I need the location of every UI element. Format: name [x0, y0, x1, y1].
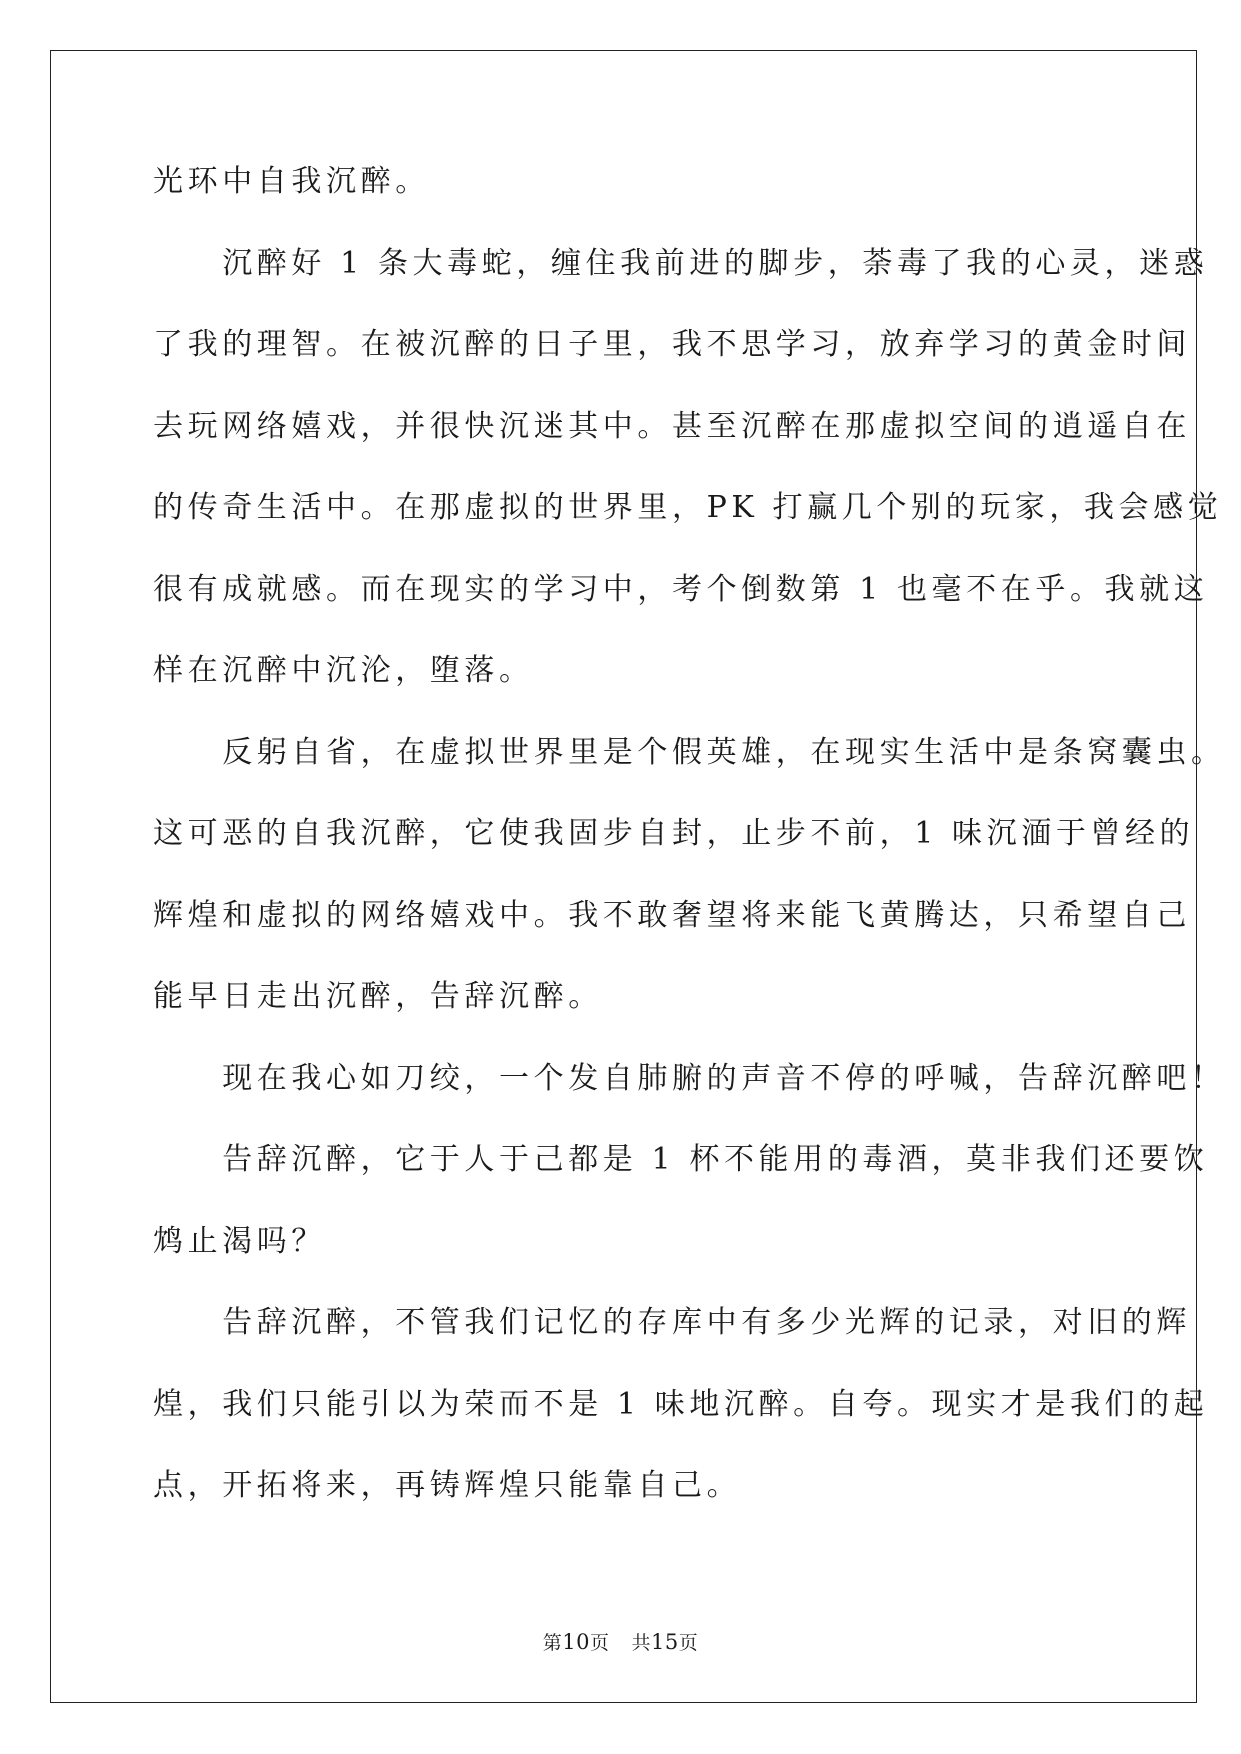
text-line: 现在我心如刀绞，一个发自肺腑的声音不停的呼喊，告辞沉醉吧！ [153, 1060, 1226, 1096]
text-line: 能早日走出沉醉，告辞沉醉。 [153, 979, 603, 1014]
text-line: 鸩止渴吗？ [153, 1223, 326, 1259]
text-line: 样在沉醉中沉沦，堕落。 [153, 653, 534, 688]
text-line: 告辞沉醉，不管我们记忆的存库中有多少光辉的记录，对旧的辉 [153, 1305, 1191, 1340]
page-number: 10 [562, 1630, 590, 1654]
page-suffix: 页 [589, 1632, 610, 1654]
text-line: 的传奇生活中。在那虚拟的世界里，PK 打赢几个别的玩家，我会感觉 [153, 490, 1223, 525]
document-body [153, 162, 1226, 1548]
text-line: 去玩网络嬉戏，并很快沉迷其中。甚至沉醉在那虚拟空间的逍遥自在 [153, 408, 1191, 444]
text-line: 告辞沉醉，它于人于己都是 1 杯不能用的毒酒，莫非我们还要饮 [153, 1142, 1209, 1177]
text-line: 沉醉好 1 条大毒蛇，缠住我前进的脚步，荼毒了我的心灵，迷惑 [153, 245, 1209, 281]
text-line: 煌，我们只能引以为荣而不是 1 味地沉醉。自夸。现实才是我们的起 [153, 1386, 1209, 1422]
text-line: 点，开拓将来，再铸辉煌只能靠自己。 [153, 1468, 742, 1503]
text-line: 很有成就感。而在现实的学习中，考个倒数第 1 也毫不在乎。我就这 [153, 571, 1209, 607]
text-line: 辉煌和虚拟的网络嬉戏中。我不敢奢望将来能飞黄腾达，只希望自己 [153, 897, 1191, 933]
page-footer [0, 1628, 1241, 1655]
text-line: 这可恶的自我沉醉，它使我固步自封，止步不前，1 味沉湎于曾经的 [153, 816, 1195, 851]
total-suffix: 页 [678, 1632, 699, 1654]
page-prefix: 第 [542, 1632, 563, 1654]
text-line: 了我的理智。在被沉醉的日子里，我不思学习，放弃学习的黄金时间 [153, 327, 1191, 362]
total-pages: 15 [651, 1630, 679, 1654]
total-prefix: 共 [631, 1632, 652, 1654]
text-line: 反躬自省，在虚拟世界里是个假英雄，在现实生活中是条窝囊虫。 [153, 734, 1226, 770]
text-line: 光环中自我沉醉。 [153, 164, 430, 199]
